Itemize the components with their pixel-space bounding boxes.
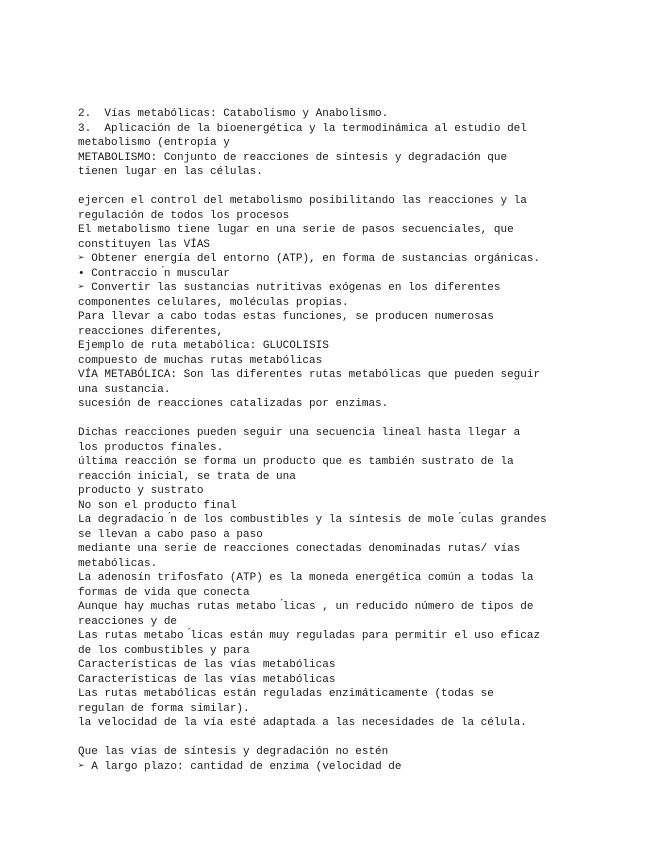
text-line: constituyen las VÍAS	[78, 238, 211, 251]
text-line: última reacción se forma un producto que es también sustrato de la	[78, 456, 514, 468]
text-line: No son el producto final	[78, 499, 237, 512]
text-line: se llevan a cabo paso a paso	[78, 528, 263, 541]
text-line: La adenosín trifosfato (ATP) es la moneda energética común a todas la	[78, 572, 534, 584]
text-line: 3. Aplicación de la bioenergética y la termodinámica al estudio del	[78, 122, 527, 135]
text-line: reacciones y de	[78, 615, 178, 628]
text-line: tienen lugar en las células.	[78, 166, 263, 178]
blank-line	[78, 180, 638, 195]
text-line: Las rutas metabólicas están reguladas enzimáticamente (todas se	[78, 688, 494, 700]
text-line: metabolismo (entropía y	[78, 137, 230, 149]
text-line: 2. Vías metabólicas: Catabolismo y Anabolismo.	[78, 108, 389, 120]
text-line: compuesto de muchas rutas metabólicas	[78, 354, 323, 367]
text-line: Ejemplo de ruta metabólica: GLUCOLISIS	[78, 340, 329, 352]
text-line: VÍA METABÓLICA: Son las diferentes rutas metabólicas que pueden seguir	[78, 369, 541, 381]
text-line: de los combustibles y para	[78, 644, 250, 657]
text-line: regulan de forma similar).	[78, 702, 250, 715]
text-line: sucesión de reacciones catalizadas por enzimas.	[78, 398, 389, 410]
text-line: reacción inicial, se trata de una	[78, 470, 296, 483]
text-line: Características de las vías metabólicas	[78, 673, 336, 686]
document-text	[78, 107, 638, 774]
text-line: Que las vías de síntesis y degradación no estén	[78, 746, 389, 758]
text-line: los productos finales.	[78, 441, 224, 454]
text-line: METABOLISMO: Conjunto de reacciones de síntesis y degradación que	[78, 151, 508, 164]
text-line: producto y sustrato	[78, 485, 204, 497]
text-line: Aunque hay muchas rutas metabo ́licas , un reducido número de tipos de	[78, 601, 534, 613]
text-line: ➢ Convertir las sustancias nutritivas exógenas en los diferentes	[78, 282, 501, 294]
text-line: Dichas reacciones pueden seguir una secuencia lineal hasta llegar a	[78, 427, 521, 439]
text-line: mediante una serie de reacciones conectadas denominadas rutas/ vías	[78, 543, 521, 555]
text-line: • Contraccio ́n muscular	[78, 267, 230, 280]
text-line: la velocidad de la vía esté adaptada a las necesidades de la célula.	[78, 717, 527, 729]
text-line: Características de las vías metabólicas	[78, 659, 336, 671]
text-line: ➢ Obtener energía del entorno (ATP), en forma de sustancias orgánicas.	[78, 253, 541, 265]
text-line: metabólicas.	[78, 557, 158, 570]
text-line: ejercen el control del metabolismo posibilitando las reacciones y la	[78, 195, 527, 207]
text-line: ➢ A largo plazo: cantidad de enzima (velocidad de	[78, 760, 402, 773]
blank-line	[78, 412, 638, 427]
text-line: componentes celulares, moléculas propias.	[78, 296, 349, 309]
text-line: Para llevar a cabo todas estas funciones, se producen numerosas	[78, 311, 494, 323]
text-line: reacciones diferentes,	[78, 325, 224, 338]
text-line: La degradacio ́n de los combustibles y la síntesis de mole ́culas grandes	[78, 514, 547, 526]
text-line: regulación de todos los procesos	[78, 209, 290, 222]
text-line: El metabolismo tiene lugar en una serie de pasos secuenciales, que	[78, 224, 514, 236]
text-line: formas de vida que conecta	[78, 586, 250, 599]
text-line: Las rutas metabo ́licas están muy reguladas para permitir el uso eficaz	[78, 630, 541, 642]
blank-line	[78, 731, 638, 746]
text-line: una sustancia.	[78, 383, 171, 396]
